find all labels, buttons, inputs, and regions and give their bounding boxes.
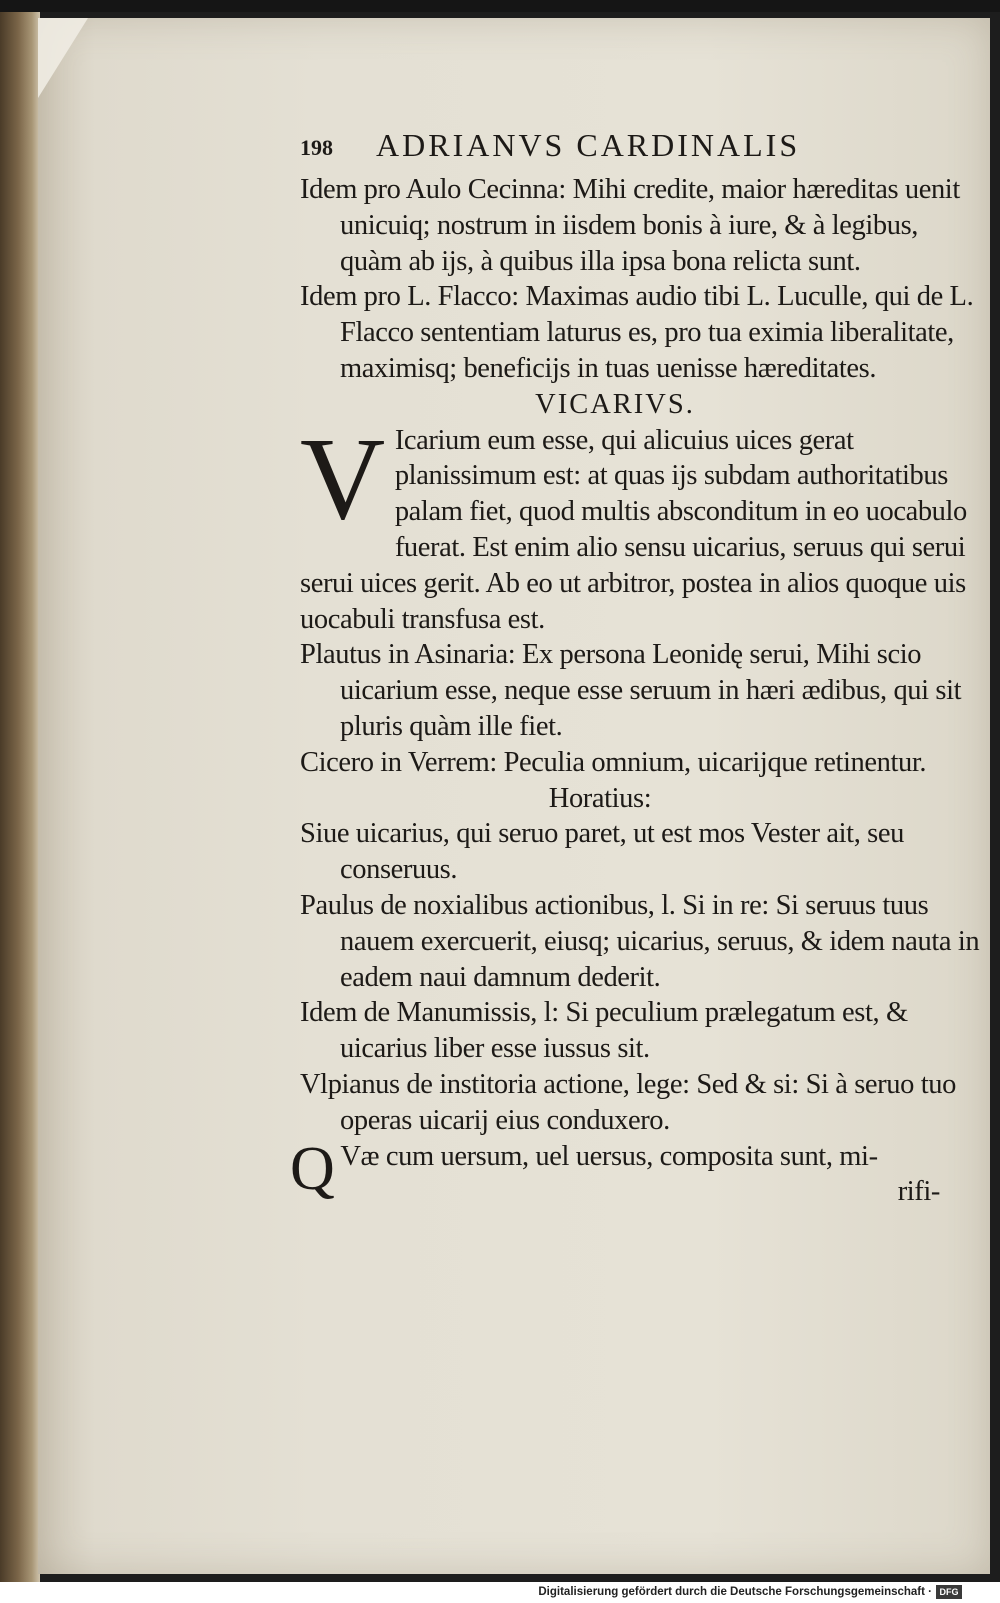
citation-entry: Siue uicarius, qui seruo paret, ut est mos Vester ait, seu conseruus. [300, 818, 904, 886]
section-title: VICARIVS. [535, 388, 695, 420]
citation-entry: Vlpianus de institoria actione, lege: Sed & si: Si à seruo tuo operas uicarij eius conduxero. [300, 1068, 956, 1136]
citation-entry: Cicero in Verrem: Peculia omnium, uicarijque retinentur. [300, 746, 927, 778]
citation-entry: Idem de Manumissis, l: Si peculium prælegatum est, & uicarius liber esse iussus sit. [300, 997, 908, 1065]
funding-notice: Digitalisierung gefördert durch die Deutsche Forschungsgemeinschaft · [538, 1586, 932, 1598]
citation-entry: Paulus de noxialibus actionibus, l. Si in re: Si seruus tuus nauem exercuerit, eiusq; uicarius, seruus, & idem nauta in eadem naui damnum dederit. [300, 889, 980, 993]
book-spine-edge [0, 12, 40, 1582]
running-head [300, 128, 980, 172]
page-text [290, 127, 980, 1210]
top-border [0, 0, 1000, 12]
page-corner-fold [38, 18, 88, 98]
citation-entry: Idem pro L. Flacco: Maximas audio tibi L. Luculle, qui de L. Flacco sententiam laturus es, pro tua eximia liberalitate, maximisq; beneficijs in tuas uenisse hæreditates. [300, 281, 974, 384]
running-head-title: ADRIANVS CARDINALIS [376, 127, 801, 163]
drop-cap-initial: V [300, 412, 385, 544]
verse-heading: Horatius: [548, 782, 652, 814]
drop-cap-initial: Q [290, 1134, 335, 1203]
closing-text: Væ cum uersum, uel uersus, composita sunt, mi- [340, 1140, 878, 1172]
catchword: rifi- [897, 1176, 940, 1208]
citation-entry: Plautus in Asinaria: Ex persona Leonidę serui, Mihi scio uicarium esse, neque esse seruum in hæri ædibus, qui sit pluris quàm ille fiet. [300, 639, 962, 742]
dfg-logo: DFG [936, 1585, 962, 1599]
intro-text: Icarium eum esse, qui alicuius uices gerat planissimum est: at quas ijs subdam authoritatibus palam fiet, quod multis absconditum in eo uocabulo fuerat. Est enim alio sensu uicarius, seruus qui serui serui uices gerit. Ab eo ut arbitror, postea in alios quoque uis uocabuli transfusa est. [300, 424, 967, 635]
intro-paragraph [300, 412, 980, 638]
footer-bar [0, 1582, 1000, 1603]
citation-entry: Idem pro Aulo Cecinna: Mihi credite, maior hæreditas uenit unicuiq; nostrum in iisdem bonis à iure, & à legibus, quàm ab ijs, à quibus illa ipsa bona relicta sunt. [300, 174, 960, 277]
page-number: 198 [300, 135, 333, 160]
